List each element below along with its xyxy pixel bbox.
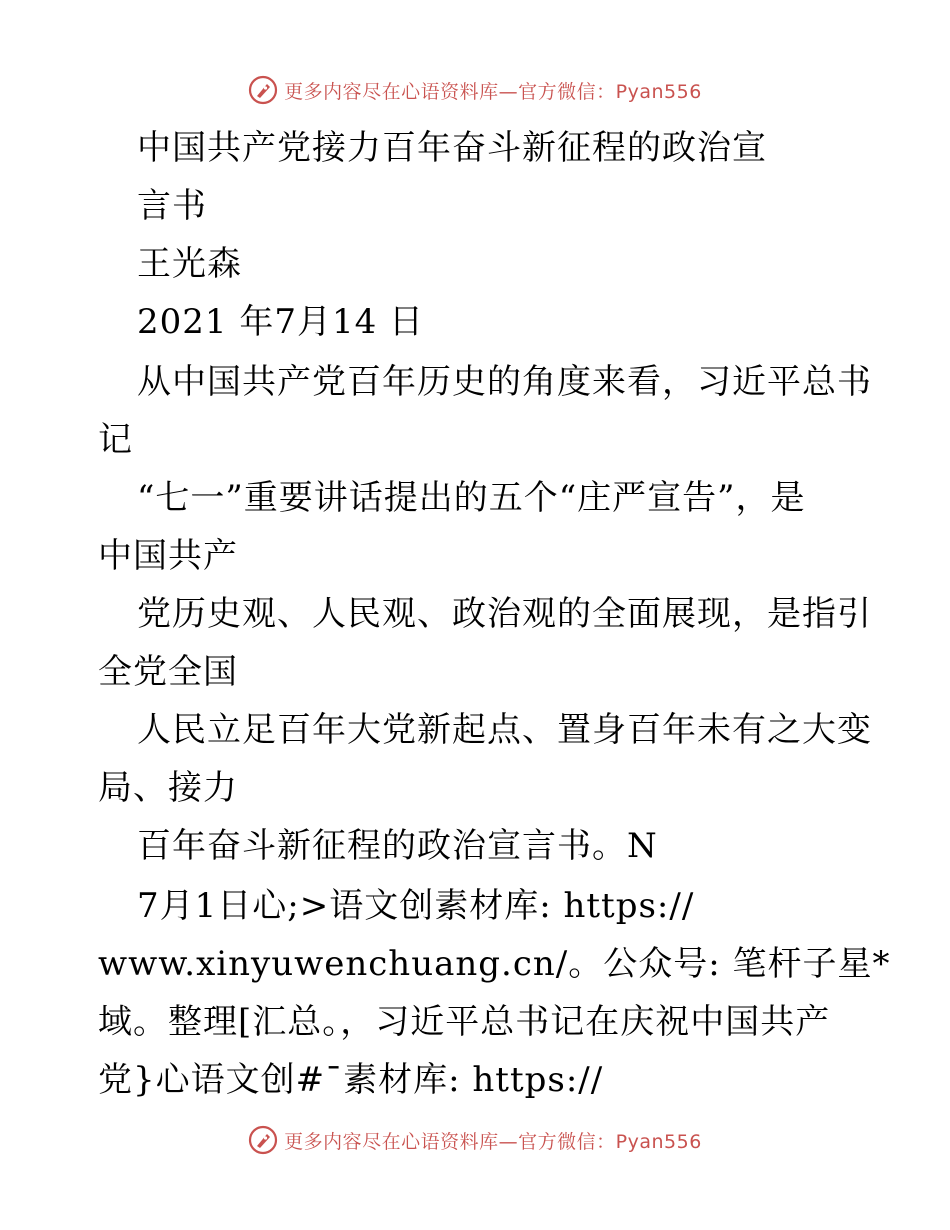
footer-banner xyxy=(0,1120,950,1160)
body-line: 局、接力 xyxy=(98,768,238,808)
body-line: “七一”重要讲话提出的五个“庄严宣告”，是 xyxy=(137,478,806,518)
body-line: 中国共产 xyxy=(98,536,238,576)
body-line: 全党全国 xyxy=(98,652,238,692)
document-date: 2021 年7月14 日 xyxy=(137,302,425,342)
document-author: 王光森 xyxy=(137,244,242,284)
body-line: 党}心语文创#¯素材库: https:// xyxy=(98,1060,604,1100)
footer-banner-text: 更多内容尽在心语资料库—官方微信：Pyan556 xyxy=(284,1130,702,1153)
header-banner-text: 更多内容尽在心语资料库—官方微信：Pyan556 xyxy=(284,80,702,103)
document-title-line2: 言书 xyxy=(137,186,207,226)
pen-nib-logo-icon xyxy=(248,75,278,105)
body-line: 域。整理[汇总。，习近平总书记在庆祝中国共产 xyxy=(98,1002,831,1042)
pen-nib-logo-icon xyxy=(248,1125,278,1155)
document-title-line1: 中国共产党接力百年奋斗新征程的政治宣 xyxy=(137,128,767,168)
body-line: 人民立足百年大党新起点、置身百年未有之大变 xyxy=(137,710,872,750)
body-line: www.xinyuwenchuang.cn/。公众号: 笔杆子星* xyxy=(98,944,891,984)
body-line: 从中国共产党百年历史的角度来看，习近平总书 xyxy=(137,362,872,402)
body-line: 记 xyxy=(98,420,133,460)
body-line: 7月1日心;>语文创素材库: https:// xyxy=(137,886,695,926)
body-line: 百年奋斗新征程的政治宣言书。N xyxy=(137,826,658,866)
header-banner xyxy=(0,70,950,110)
body-line: 党历史观、人民观、政治观的全面展现，是指引 xyxy=(137,594,872,634)
